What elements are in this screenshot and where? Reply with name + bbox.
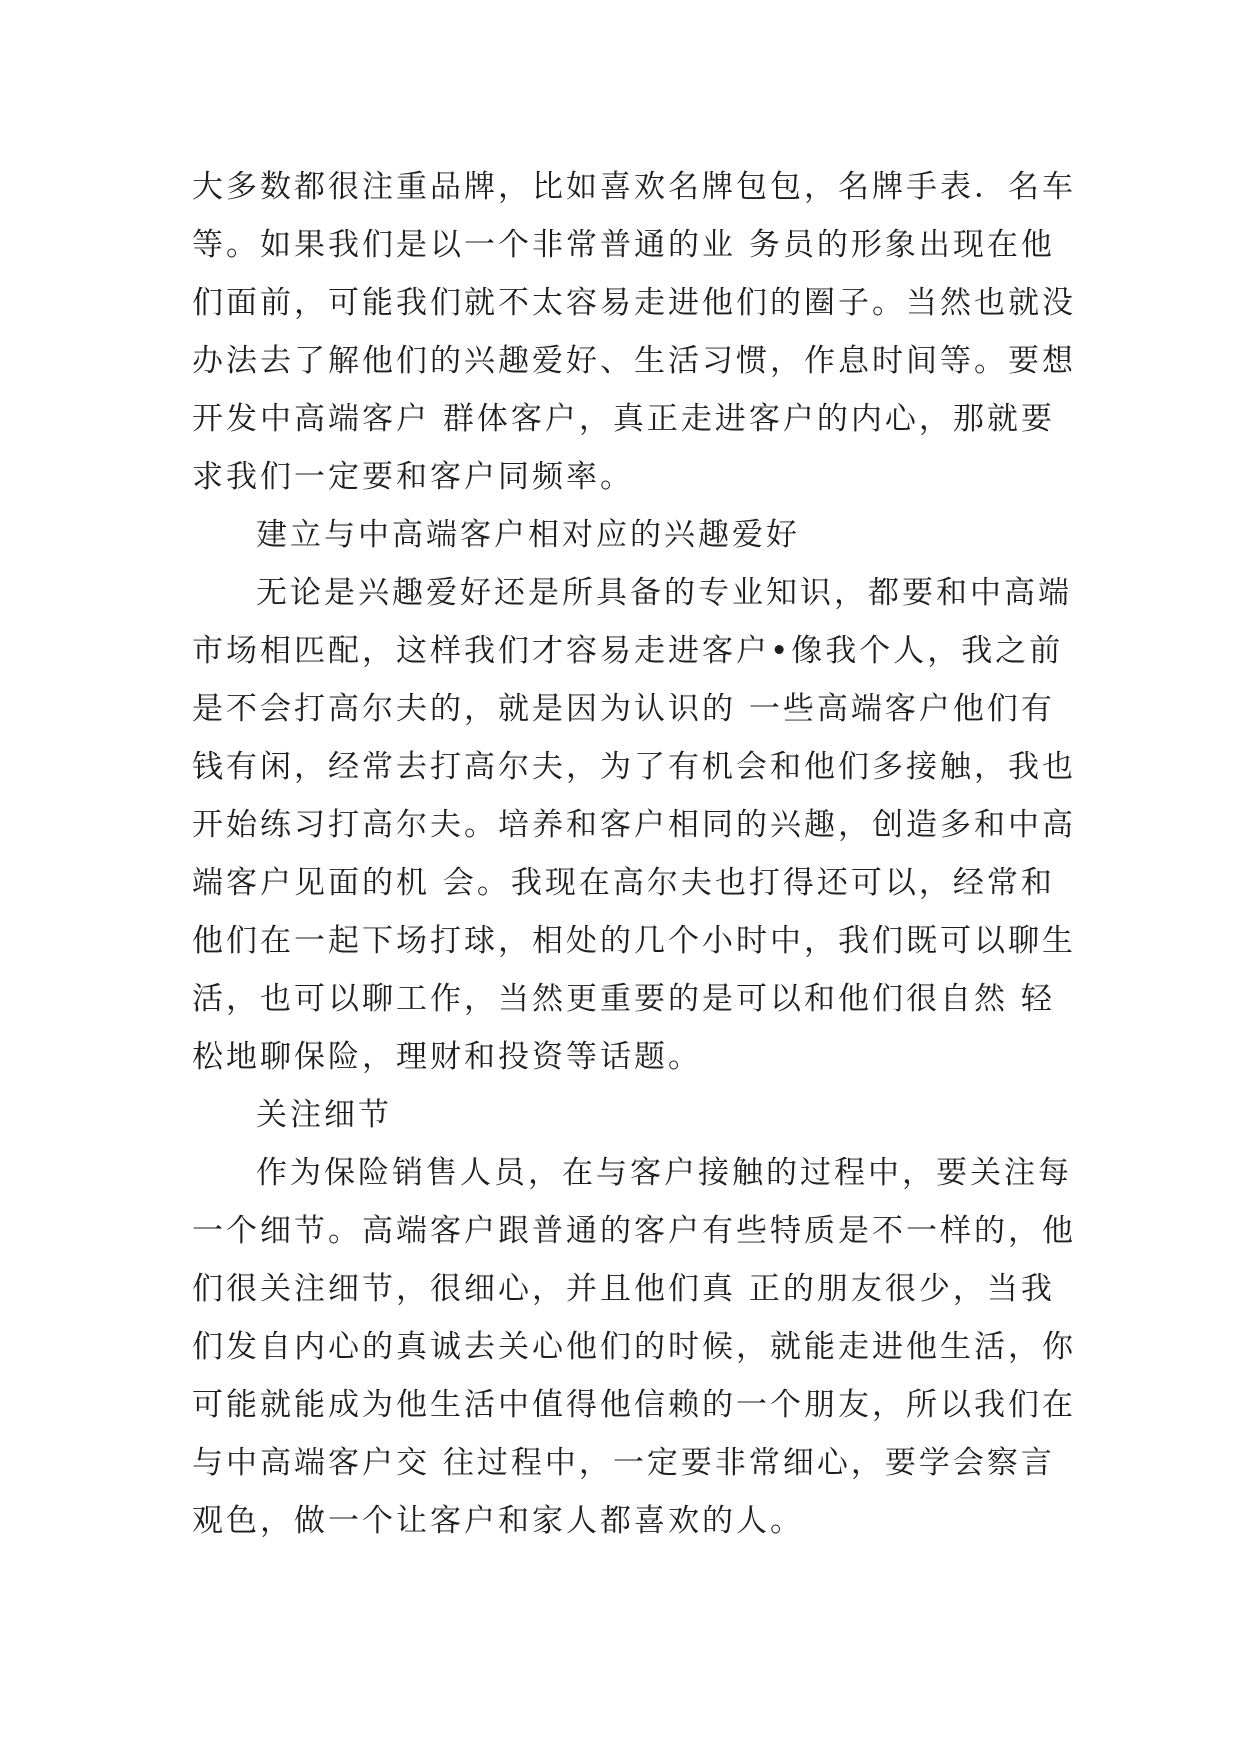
paragraph-line: 市场相匹配，这样我们才容易走进客户•像我个人，我之前 [192, 633, 1064, 669]
paragraph-line: 松地聊保险，理财和投资等话题。 [192, 1039, 702, 1075]
paragraph-line: 等。如果我们是以一个非常普通的业 务员的形象出现在他 [192, 227, 1055, 263]
paragraph-line: 活，也可以聊工作，当然更重要的是可以和他们很自然 轻 [192, 981, 1055, 1017]
paragraph-line: 与中高端客户交 往过程中，一定要非常细心，要学会察言 [192, 1445, 1055, 1481]
paragraph-line: 一个细节。高端客户跟普通的客户有些特质是不一样的，他 [192, 1213, 1076, 1249]
paragraph-line: 他们在一起下场打球，相处的几个小时中，我们既可以聊生 [192, 923, 1076, 959]
paragraph-line: 观色，做一个让客户和家人都喜欢的人。 [192, 1503, 804, 1539]
paragraph-line: 可能就能成为他生活中值得他信赖的一个朋友，所以我们在 [192, 1387, 1076, 1423]
section-heading-interests: 建立与中高端客户相对应的兴趣爱好 [256, 517, 800, 553]
paragraph-line: 大多数都很注重品牌，比如喜欢名牌包包，名牌手表．名车 [192, 169, 1076, 205]
paragraph-line: 开发中高端客户 群体客户，真正走进客户的内心，那就要 [192, 401, 1055, 437]
paragraph-line: 是不会打高尔夫的，就是因为认识的 一些高端客户他们有 [192, 691, 1055, 727]
paragraph-line: 作为保险销售人员，在与客户接触的过程中，要关注每 [256, 1155, 1072, 1191]
paragraph-line: 无论是兴趣爱好还是所具备的专业知识，都要和中高端 [256, 575, 1072, 611]
document-body [192, 158, 1076, 1550]
paragraph-line: 求我们一定要和客户同频率。 [192, 459, 634, 495]
section-heading-details: 关注细节 [256, 1097, 392, 1133]
paragraph-1 [192, 158, 1076, 506]
paragraph-line: 办法去了解他们的兴趣爱好、生活习惯，作息时间等。要想 [192, 343, 1076, 379]
paragraph-line: 端客户见面的机 会。我现在高尔夫也打得还可以，经常和 [192, 865, 1055, 901]
paragraph-line: 们发自内心的真诚去关心他们的时候，就能走进他生活，你 [192, 1329, 1076, 1365]
paragraph-2 [192, 564, 1076, 1086]
paragraph-line: 们很关注细节，很细心，并且他们真 正的朋友很少，当我 [192, 1271, 1055, 1307]
paragraph-3 [192, 1144, 1076, 1550]
paragraph-line: 钱有闲，经常去打高尔夫，为了有机会和他们多接触，我也 [192, 749, 1076, 785]
paragraph-line: 开始练习打高尔夫。培养和客户相同的兴趣，创造多和中高 [192, 807, 1076, 843]
paragraph-line: 们面前，可能我们就不太容易走进他们的圈子。当然也就没 [192, 285, 1076, 321]
